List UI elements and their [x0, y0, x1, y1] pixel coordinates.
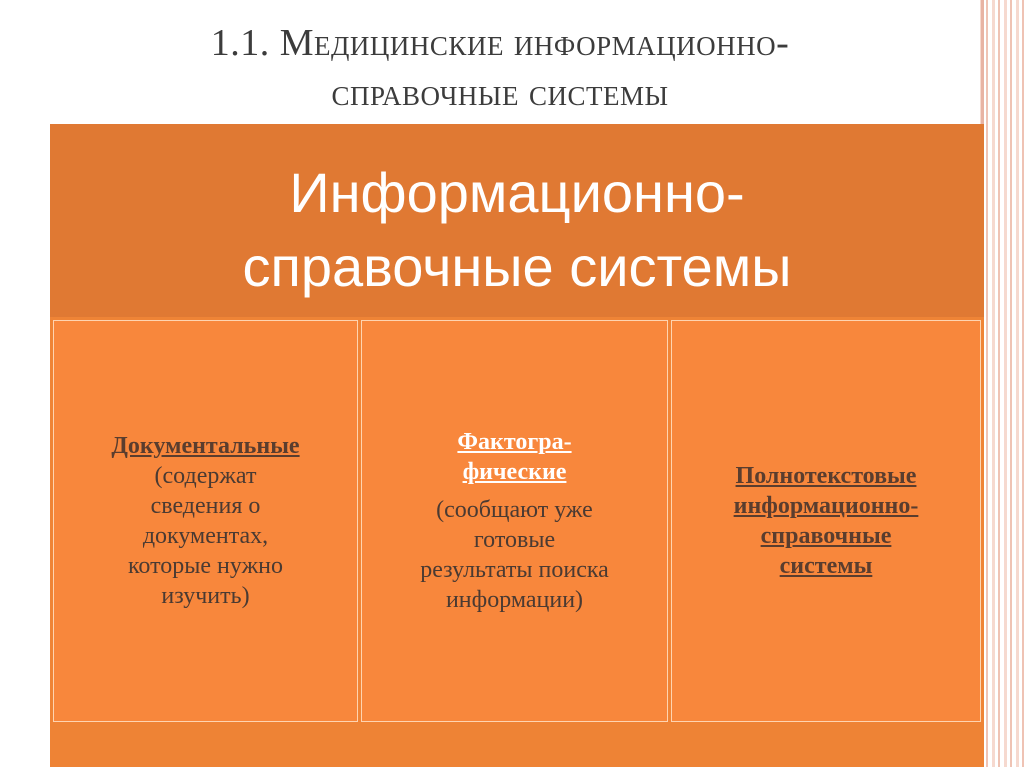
column-factographic-description: (сообщают уже готовые результаты поиска информации) — [420, 497, 609, 613]
column-factographic — [361, 320, 668, 722]
slide-title-line-1: 1.1. Медицинские информационно- — [210, 22, 790, 64]
column-fulltext — [671, 320, 981, 722]
classification-diagram — [50, 124, 984, 767]
diagram-header-line-1: Информационно- — [289, 161, 745, 224]
column-documentary-title: Документальные — [111, 433, 300, 459]
diagram-header-box — [50, 124, 984, 317]
diagram-header-line-2: справочные системы — [242, 235, 792, 298]
slide-title — [60, 18, 940, 118]
decorative-side-stripes — [980, 0, 1024, 767]
slide-title-line-2: справочные системы — [331, 72, 669, 114]
column-documentary-description: (содержат сведения о документах, которые нужно изучить) — [127, 463, 284, 609]
column-fulltext-title: Полнотекстовые информационно- справочные системы — [733, 463, 919, 579]
column-documentary — [53, 320, 358, 722]
diagram-header-text — [50, 156, 984, 304]
diagram-bottom-strip — [50, 722, 984, 767]
column-factographic-title: Фактогра- фические — [457, 429, 572, 485]
